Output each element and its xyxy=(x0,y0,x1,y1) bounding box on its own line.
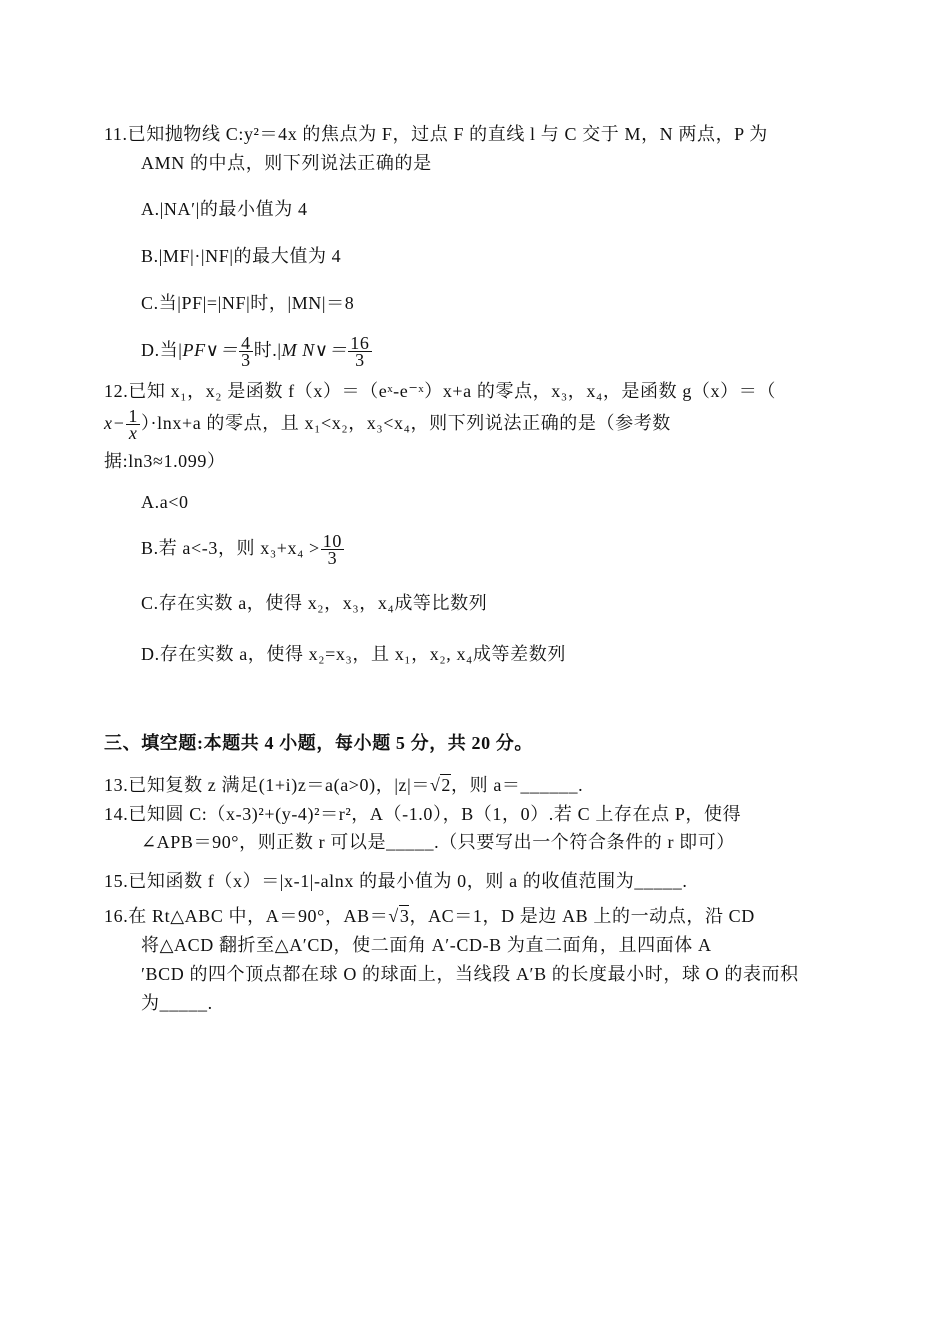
q12-option-b-frac-num: 10 xyxy=(322,531,342,552)
q16-line1: 16.在 Rt△ABC 中，A＝90°，AB＝√3，AC＝1，D 是边 AB 上的一动点，沿 CD xyxy=(104,906,755,926)
q11-option-d-frac1 xyxy=(239,333,253,371)
q11-option-d-frac2-num: 16 xyxy=(350,333,370,354)
q11-option-d-pre: D.当| xyxy=(141,340,183,360)
q12-stem-line2-post: ）·lnx+a 的零点，且 x₁<x₂，x₃<x₄，则下列说法正确的是（参考数 xyxy=(140,413,671,433)
q12-stem-line1: 12.已知 x₁，x₂ 是函数 f（x）＝（eˣ-e⁻ˣ）x+a 的零点，x₃，x₄，是函数 g（x）＝（ xyxy=(104,381,776,401)
q12-option-d: D.存在实数 a，使得 x₂=x₃，且 x₁，x₂, x₄成等差数列 xyxy=(141,644,566,664)
q11-option-d-mid3: M N∨＝ xyxy=(281,340,348,360)
q11-stem-line1: 11.已知抛物线 C:y²＝4x 的焦点为 F，过点 F 的直线 l 与 C 交于 M，N 两点，P 为 xyxy=(104,124,768,144)
q16-line1-post: ，AC＝1，D 是边 AB 上的一动点，沿 CD xyxy=(409,906,755,926)
q12-stem-frac-num: 1 xyxy=(128,406,138,427)
q12-option-b-frac xyxy=(321,531,344,569)
q12-option-b-frac-den: 3 xyxy=(327,548,338,569)
q16-sqrt: 3 xyxy=(399,906,410,926)
q11-option-a: A.|NA′|的最小值为 4 xyxy=(141,199,308,219)
q14-line1: 14.已知圆 C:（x-3)²+(y-4)²＝r²，A（-1.0），B（1，0）.若 C 上存在点 P，使得 xyxy=(104,804,742,824)
q14-line2: ∠APB＝90°，则正数 r 可以是_____.（只要写出一个符合条件的 r 即可） xyxy=(141,832,735,852)
q11-option-d-frac2-den: 3 xyxy=(355,350,365,371)
q15-line: 15.已知函数 f（x）＝|x-1|-alnx 的最小值为 0，则 a 的收值范围为_____. xyxy=(104,871,688,891)
q12-stem-line2-pre: x− xyxy=(104,413,126,433)
q12-option-b-pre: B.若 a<-3，则 x₃+x₄ > xyxy=(141,538,320,558)
q11-option-d-mid1: PF∨＝ xyxy=(182,340,239,360)
q11-option-b: B.|MF|·|NF|的最大值为 4 xyxy=(141,246,342,266)
q12-stem-frac-den: x xyxy=(128,423,138,444)
q16-line3: ′BCD 的四个顶点都在球 O 的球面上，当线段 A′B 的长度最小时，球 O 的表而积 xyxy=(141,964,799,984)
q13-post: ，则 a＝______. xyxy=(451,775,584,795)
q11-option-d-frac1-num: 4 xyxy=(241,333,251,354)
q13-sqrt: 2 xyxy=(441,775,452,795)
q12-option-c: C.存在实数 a，使得 x₂，x₃，x₄成等比数列 xyxy=(141,593,488,613)
q11-option-d-frac1-den: 3 xyxy=(241,350,251,371)
q16-line1-pre: 16.在 Rt△ABC 中，A＝90°，AB＝ xyxy=(104,906,389,926)
q12-stem-line2 xyxy=(104,401,671,445)
q11-option-c: C.当|PF|=|NF|时，|MN|＝8 xyxy=(141,293,355,313)
q12-stem-frac xyxy=(126,406,140,444)
q12-option-b xyxy=(141,528,345,568)
q13-line: 13.已知复数 z 满足(1+i)z＝a(a>0)，|z|＝√2，则 a＝______. xyxy=(104,775,584,795)
q16-line2: 将△ACD 翻折至△A′CD，使二面角 A′-CD-B 为直二面角，且四面体 A xyxy=(141,935,712,955)
q11-option-d-frac2 xyxy=(348,333,371,371)
section-3-heading: 三、填空题:本题共 4 小题，每小题 5 分，共 20 分。 xyxy=(104,733,533,753)
q11-option-d xyxy=(141,330,373,370)
q13-pre: 13.已知复数 z 满足(1+i)z＝a(a>0)，|z|＝ xyxy=(104,775,430,795)
q16-line4: 为_____. xyxy=(141,993,213,1013)
q12-option-a: A.a<0 xyxy=(141,492,189,512)
q11-option-d-mid2: 时.| xyxy=(253,340,282,360)
q12-stem-line3: 据:ln3≈1.099） xyxy=(104,451,226,471)
q11-stem-line2: AMN 的中点，则下列说法正确的是 xyxy=(141,153,432,173)
